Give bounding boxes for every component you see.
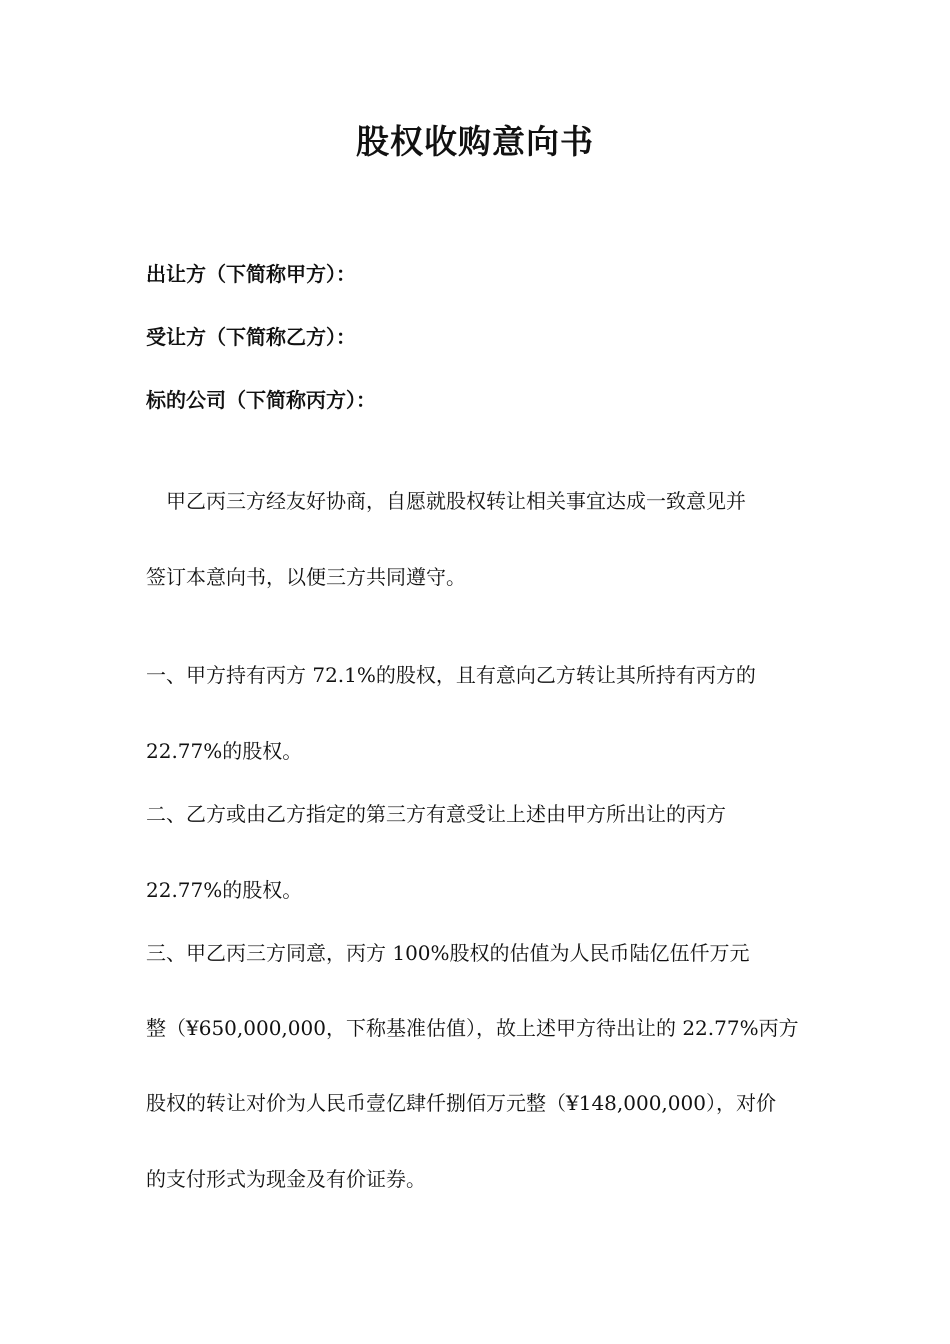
party-target-company-label: 标的公司（下简称丙方）： bbox=[146, 388, 376, 412]
clause-2-line-1: 二、乙方或由乙方指定的第三方有意受让上述由甲方所出让的丙方 bbox=[146, 802, 726, 826]
document-title: 股权收购意向书 bbox=[356, 122, 594, 161]
party-transferee-label: 受让方（下简称乙方）： bbox=[146, 325, 356, 349]
intro-line-2: 签订本意向书，以便三方共同遵守。 bbox=[146, 565, 466, 589]
party-transferor-label: 出让方（下简称甲方）： bbox=[146, 262, 356, 286]
clause-3-line-3: 股权的转让对价为人民币壹亿肆仟捌佰万元整（¥148,000,000），对价 bbox=[146, 1091, 776, 1115]
clause-3-line-4: 的支付形式为现金及有价证券。 bbox=[146, 1167, 426, 1191]
clause-1-line-2: 22.77%的股权。 bbox=[146, 739, 303, 763]
intro-line-1: 甲乙丙三方经友好协商，自愿就股权转让相关事宜达成一致意见并 bbox=[166, 489, 746, 513]
clause-1-line-1: 一、甲方持有丙方 72.1%的股权，且有意向乙方转让其所持有丙方的 bbox=[146, 663, 756, 687]
clause-3-line-2: 整（¥650,000,000，下称基准估值），故上述甲方待出让的 22.77%丙方 bbox=[146, 1016, 799, 1040]
clause-2-line-2: 22.77%的股权。 bbox=[146, 878, 303, 902]
clause-3-line-1: 三、甲乙丙三方同意，丙方 100%股权的估值为人民币陆亿伍仟万元 bbox=[146, 941, 750, 965]
